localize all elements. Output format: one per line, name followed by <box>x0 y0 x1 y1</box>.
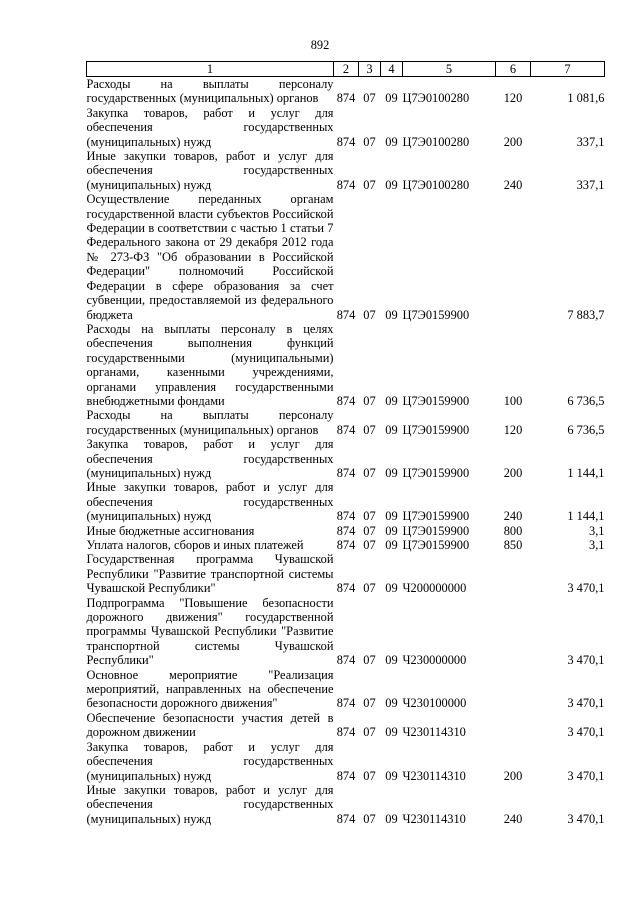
column-header: 6 <box>496 62 531 77</box>
section-code: 07 <box>363 523 376 538</box>
subsection-code: 09 <box>385 91 398 106</box>
table-row <box>87 322 605 408</box>
expense-type-code: 120 <box>503 422 523 437</box>
amount: 7 883,7 <box>567 307 605 322</box>
amount: 337,1 <box>576 177 605 192</box>
row-name: Осуществление переданных органам государственной власти субъектов Российской Федерации в соответствии с частью 1 статьи 7 Федерального закона от 29 декабря 2012 года № 273-ФЗ "Об образовании в Российской Федерации" полномочий Российской Федерации в сфере образования за счет субвенции, предоставляемой из федерального бюджета <box>86 192 334 322</box>
amount: 3 470,1 <box>567 725 605 740</box>
table-row <box>87 192 605 322</box>
target-article-code: Ц7Э0100280 <box>402 134 470 149</box>
expense-type-code: 200 <box>503 134 523 149</box>
table-row <box>87 106 605 149</box>
row-name: Расходы на выплаты персоналу государственных (муниципальных) органов <box>86 77 334 106</box>
section-code: 07 <box>363 725 376 740</box>
table-row <box>87 538 605 552</box>
subsection-code: 09 <box>385 134 398 149</box>
section-code: 07 <box>363 422 376 437</box>
expense-type-code: 240 <box>503 811 523 826</box>
subsection-code: 09 <box>385 509 398 524</box>
section-code: 07 <box>363 134 376 149</box>
subsection-code: 09 <box>385 725 398 740</box>
amount: 1 081,6 <box>567 91 605 106</box>
table-row <box>87 668 605 711</box>
amount: 3 470,1 <box>567 696 605 711</box>
budget-table <box>86 61 605 826</box>
amount: 337,1 <box>576 134 605 149</box>
expense-type-code <box>496 711 531 740</box>
table-row <box>87 711 605 740</box>
expense-type-code <box>496 552 531 595</box>
target-article-code: Ч230114310 <box>402 768 466 783</box>
section-code: 07 <box>363 177 376 192</box>
target-article-code: Ч230114310 <box>402 725 466 740</box>
expense-type-code: 200 <box>503 768 523 783</box>
subsection-code: 09 <box>385 393 398 408</box>
section-code: 07 <box>363 768 376 783</box>
row-name: Закупка товаров, работ и услуг для обеспечения государственных (муниципальных) нужд <box>86 105 334 149</box>
column-header: 2 <box>334 62 359 77</box>
ministry-code: 874 <box>336 581 356 596</box>
expense-type-code: 100 <box>503 393 523 408</box>
row-name: Основное мероприятие "Реализация мероприятий, направленных на обеспечение безопасности дорожного движения" <box>86 667 334 711</box>
ministry-code: 874 <box>336 91 356 106</box>
table-row <box>87 783 605 826</box>
section-code: 07 <box>363 509 376 524</box>
column-header: 4 <box>381 62 403 77</box>
expense-type-code: 240 <box>503 509 523 524</box>
amount: 1 144,1 <box>567 465 605 480</box>
target-article-code: Ц7Э0159900 <box>402 393 470 408</box>
ministry-code: 874 <box>336 465 356 480</box>
ministry-code: 874 <box>336 134 356 149</box>
subsection-code: 09 <box>385 581 398 596</box>
page-number: 892 <box>310 38 330 52</box>
amount: 3 470,1 <box>567 653 605 668</box>
table-row <box>87 408 605 437</box>
row-name: Иные закупки товаров, работ и услуг для обеспечения государственных (муниципальных) нужд <box>86 782 334 826</box>
ministry-code: 874 <box>336 393 356 408</box>
subsection-code: 09 <box>385 538 398 552</box>
subsection-code: 09 <box>385 696 398 711</box>
target-article-code: Ц7Э0159900 <box>402 422 470 437</box>
column-header: 3 <box>359 62 381 77</box>
section-code: 07 <box>363 696 376 711</box>
amount: 3,1 <box>589 523 605 538</box>
target-article-code: Ч230000000 <box>402 653 467 668</box>
amount: 3,1 <box>589 538 605 552</box>
row-name: Расходы на выплаты персоналу государственных (муниципальных) органов <box>86 408 334 437</box>
ministry-code: 874 <box>336 307 356 322</box>
table-row <box>87 596 605 668</box>
expense-type-code: 120 <box>503 91 523 106</box>
ministry-code: 874 <box>336 811 356 826</box>
expense-type-code: 200 <box>503 465 523 480</box>
column-header: 7 <box>531 62 605 77</box>
target-article-code: Ц7Э0159900 <box>402 523 470 538</box>
ministry-code: 874 <box>336 696 356 711</box>
section-code: 07 <box>363 811 376 826</box>
row-name: Расходы на выплаты персоналу в целях обеспечения выполнения функций государственными (муниципальными) органами, казенными учреждениями, органами управления государственными внебюджетными фондами <box>86 321 334 408</box>
table-row <box>87 524 605 538</box>
subsection-code: 09 <box>385 307 398 322</box>
subsection-code: 09 <box>385 811 398 826</box>
amount: 3 470,1 <box>567 768 605 783</box>
target-article-code: Ц7Э0100280 <box>402 177 470 192</box>
subsection-code: 09 <box>385 523 398 538</box>
subsection-code: 09 <box>385 653 398 668</box>
row-name: Иные закупки товаров, работ и услуг для обеспечения государственных (муниципальных) нужд <box>86 480 334 524</box>
ministry-code: 874 <box>336 177 356 192</box>
expense-type-code <box>496 596 531 668</box>
subsection-code: 09 <box>385 422 398 437</box>
table-row <box>87 437 605 480</box>
ministry-code: 874 <box>336 422 356 437</box>
section-code: 07 <box>363 581 376 596</box>
subsection-code: 09 <box>385 465 398 480</box>
table-row <box>87 740 605 783</box>
target-article-code: Ч230100000 <box>402 696 467 711</box>
amount: 6 736,5 <box>567 422 605 437</box>
ministry-code: 874 <box>336 523 356 538</box>
amount: 6 736,5 <box>567 393 605 408</box>
section-code: 07 <box>363 307 376 322</box>
section-code: 07 <box>363 653 376 668</box>
expense-type-code <box>496 192 531 322</box>
section-code: 07 <box>363 393 376 408</box>
row-name: Подпрограмма "Повышение безопасности дорожного движения" государственной программы Чувашской Республики "Развитие транспортной системы Чувашской Республики" <box>86 595 334 668</box>
ministry-code: 874 <box>336 538 356 552</box>
row-name: Государственная программа Чувашской Республики "Развитие транспортной системы Чувашской Республики" <box>86 552 334 596</box>
table-row <box>87 149 605 192</box>
table-row <box>87 480 605 523</box>
subsection-code: 09 <box>385 768 398 783</box>
target-article-code: Ц7Э0100280 <box>402 91 470 106</box>
target-article-code: Ц7Э0159900 <box>402 509 470 524</box>
amount: 3 470,1 <box>567 581 605 596</box>
ministry-code: 874 <box>336 509 356 524</box>
expense-type-code: 800 <box>503 523 523 538</box>
section-code: 07 <box>363 538 376 552</box>
table-row <box>87 77 605 106</box>
section-code: 07 <box>363 91 376 106</box>
row-name: Закупка товаров, работ и услуг для обеспечения государственных (муниципальных) нужд <box>86 739 334 783</box>
expense-type-code: 240 <box>503 177 523 192</box>
row-name: Закупка товаров, работ и услуг для обеспечения государственных (муниципальных) нужд <box>86 437 334 480</box>
expense-type-code: 850 <box>503 538 523 552</box>
column-header: 1 <box>87 62 334 77</box>
expense-type-code <box>496 668 531 711</box>
row-name: Обеспечение безопасности участия детей в дорожном движении <box>86 710 334 740</box>
target-article-code: Ч230114310 <box>402 811 466 826</box>
target-article-code: Ц7Э0159900 <box>402 307 470 322</box>
target-article-code: Ц7Э0159900 <box>402 538 470 552</box>
table-row <box>87 552 605 595</box>
ministry-code: 874 <box>336 653 356 668</box>
ministry-code: 874 <box>336 725 356 740</box>
subsection-code: 09 <box>385 177 398 192</box>
target-article-code: Ц7Э0159900 <box>402 465 470 480</box>
row-name: Иные закупки товаров, работ и услуг для обеспечения государственных (муниципальных) нужд <box>86 149 334 192</box>
amount: 3 470,1 <box>567 811 605 826</box>
column-header: 5 <box>403 62 496 77</box>
ministry-code: 874 <box>336 768 356 783</box>
row-name: Иные бюджетные ассигнования <box>86 523 255 538</box>
section-code: 07 <box>363 465 376 480</box>
row-name: Уплата налогов, сборов и иных платежей <box>86 538 304 552</box>
target-article-code: Ч200000000 <box>402 581 467 596</box>
amount: 1 144,1 <box>567 509 605 524</box>
table-header-row <box>87 62 605 77</box>
